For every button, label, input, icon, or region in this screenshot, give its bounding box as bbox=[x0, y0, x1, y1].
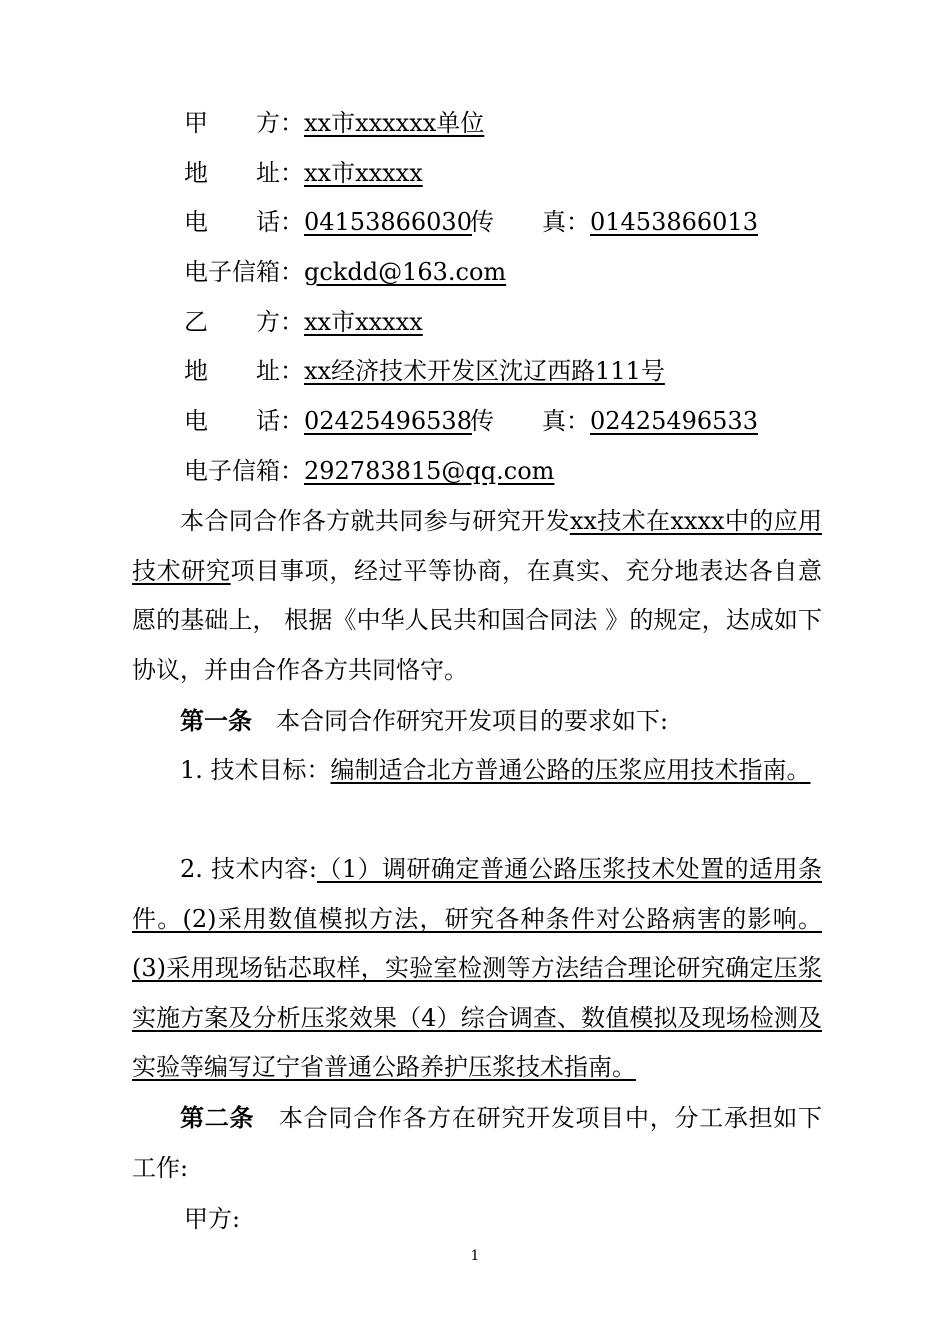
party-a-address-label: 地 址： bbox=[184, 159, 304, 187]
article-1-item-1-value: 编制适合北方普通公路的压浆应用技术指南。 bbox=[330, 756, 811, 784]
party-b-address-value: xx经济技术开发区沈辽西路111号 bbox=[304, 357, 665, 385]
article-1-heading bbox=[132, 696, 822, 747]
party-b-name-row bbox=[184, 307, 452, 337]
article-1-title: 第一条 bbox=[180, 706, 252, 735]
article-1-item-1 bbox=[132, 746, 822, 796]
party-b-name-label: 乙 方： bbox=[184, 308, 304, 336]
party-a-email-label: 电子信箱： bbox=[184, 258, 304, 286]
intro-pre: 本合同合作各方就共同参与研究开发 bbox=[180, 507, 570, 535]
intro-post: 项目事项，经过平等协商，在真实、充分地表达各自意愿的基础上， 根据《中华人民共和国合同法 》的规定，达成如下协议，并由合作各方共同恪守。 bbox=[132, 556, 823, 684]
party-b-email-value: 292783815@qq.com bbox=[304, 457, 555, 485]
party-b-phone-value: 02425496538 bbox=[304, 407, 472, 435]
party-a-name-row bbox=[184, 108, 650, 138]
article-1-item-2-value: （1）调研确定普通公路压浆技术处置的适用条件。(2)采用数值模拟方法，研究各种条件对公路病害的影响。(3)采用现场钻芯取样，实验室检测等方法结合理论研究确定压浆实施方案及分析压浆效果（4）综合调查、数值模拟及现场检测及实验等编写辽宁省普通公路养护压浆技术指南。 bbox=[132, 855, 822, 1082]
party-a-fax-value: 01453866013 bbox=[590, 208, 758, 236]
party-a-duties-label: 甲方: bbox=[184, 1205, 241, 1233]
party-b-email-row bbox=[184, 456, 736, 486]
article-2-heading bbox=[132, 1093, 822, 1193]
article-2-title: 第二条 bbox=[180, 1103, 255, 1132]
party-a-name-value: xx市xxxxxx单位 bbox=[304, 109, 485, 137]
party-a-phone-value: 04153866030 bbox=[304, 208, 472, 236]
article-1-text: 本合同合作研究开发项目的要求如下: bbox=[276, 707, 669, 735]
page-number: 1 bbox=[470, 1248, 480, 1264]
party-a-name-label: 甲 方： bbox=[184, 109, 304, 137]
article-1-item-1-label: 1. 技术目标： bbox=[180, 756, 331, 784]
party-a-address-row bbox=[184, 158, 466, 188]
party-b-fax-value: 02425496533 bbox=[590, 407, 758, 435]
party-b-phone-row bbox=[184, 406, 758, 436]
intro-paragraph bbox=[132, 497, 822, 695]
party-b-address-label: 地 址： bbox=[184, 357, 304, 385]
party-b-address-row bbox=[184, 356, 712, 386]
article-2-text: 本合同合作各方在研究开发项目中，分工承担如下工作: bbox=[132, 1104, 823, 1182]
party-a-email-row bbox=[184, 257, 736, 287]
party-a-phone-row bbox=[184, 207, 758, 237]
party-a-fax-label: 传 真： bbox=[470, 208, 590, 236]
party-b-phone-label: 电 话： bbox=[184, 407, 304, 435]
article-1-item-2 bbox=[132, 845, 822, 1093]
party-a-address-value: xx市xxxxx bbox=[304, 159, 423, 187]
party-b-fax-label: 传 真： bbox=[470, 407, 590, 435]
party-b-name-value: xx市xxxxx bbox=[304, 308, 423, 336]
article-1-item-2-label: 2. 技术内容: bbox=[180, 855, 317, 883]
intro-project-name: xx技术在xxxx中的应用技术研究 bbox=[132, 507, 822, 585]
party-a-phone-label: 电 话： bbox=[184, 208, 304, 236]
party-a-email-value: gckdd@163.com bbox=[304, 258, 507, 286]
party-b-email-label: 电子信箱： bbox=[184, 457, 304, 485]
